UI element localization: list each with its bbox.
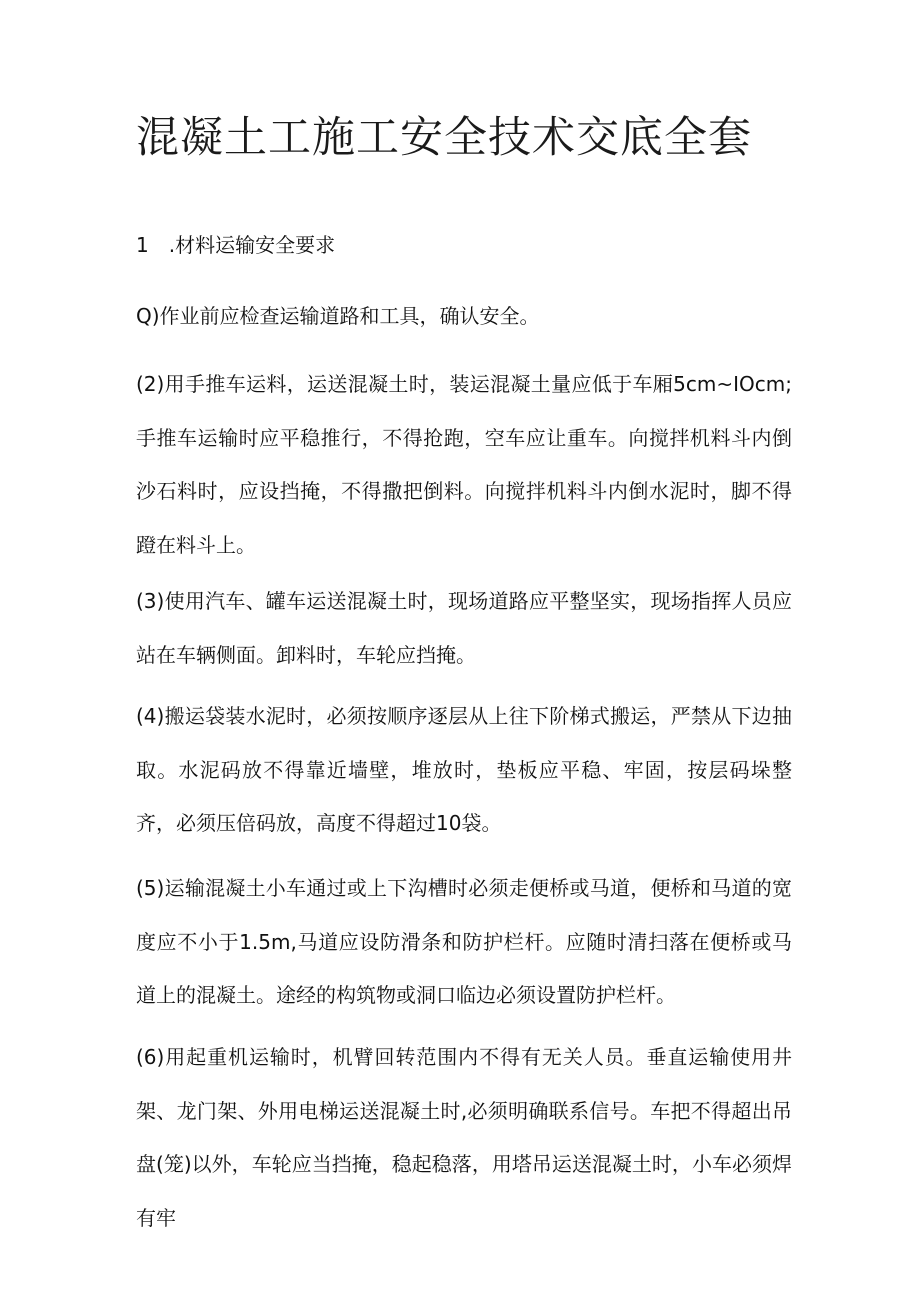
paragraph-2: (2)用手推车运料，运送混凝土时，装运混凝土量应低于车厢5cm~IOcm;手推车运输时应平稳推行，不得抢跑，空车应让重车。向搅拌机料斗内倒沙石料时，应设挡掩，不得撒把倒料。向搅拌机料斗内倒水泥时，脚不得蹬在料斗上。: [136, 372, 792, 557]
paragraph-4: (4)搬运袋装水泥时，必须按顺序逐层从上往下阶梯式搬运，严禁从下边抽取。水泥码放不得靠近墙壁，堆放时，垫板应平稳、牢固，按层码垛整齐，必须压倍码放，高度不得超过10袋。: [136, 704, 792, 835]
paragraph-1: Q)作业前应检查运输道路和工具，确认安全。: [136, 304, 540, 328]
paragraph-5: (5)运输混凝土小车通过或上下沟槽时必须走便桥或马道，便桥和马道的宽度应不小于1.5m,马道应设防滑条和防护栏杆。应随时清扫落在便桥或马道上的混凝土。途经的构筑物或洞口临边必须设置防护栏杆。: [136, 876, 792, 1007]
paragraph-3: (3)使用汽车、罐车运送混凝土时，现场道路应平整坚实，现场指挥人员应站在车辆侧面。卸料时，车轮应挡掩。: [136, 589, 792, 667]
document-title: 混凝土工施工安全技术交底全套: [136, 113, 752, 163]
section-heading: 1 .材料运输安全要求: [136, 233, 336, 257]
paragraph-6: (6)用起重机运输时，机臂回转范围内不得有无关人员。垂直运输使用井架、龙门架、外用电梯运送混凝土时,必须明确联系信号。车把不得超出吊盘(笼)以外，车轮应当挡掩，稳起稳落，用塔吊运送混凝土时，小车必须焊有牢: [136, 1045, 792, 1230]
